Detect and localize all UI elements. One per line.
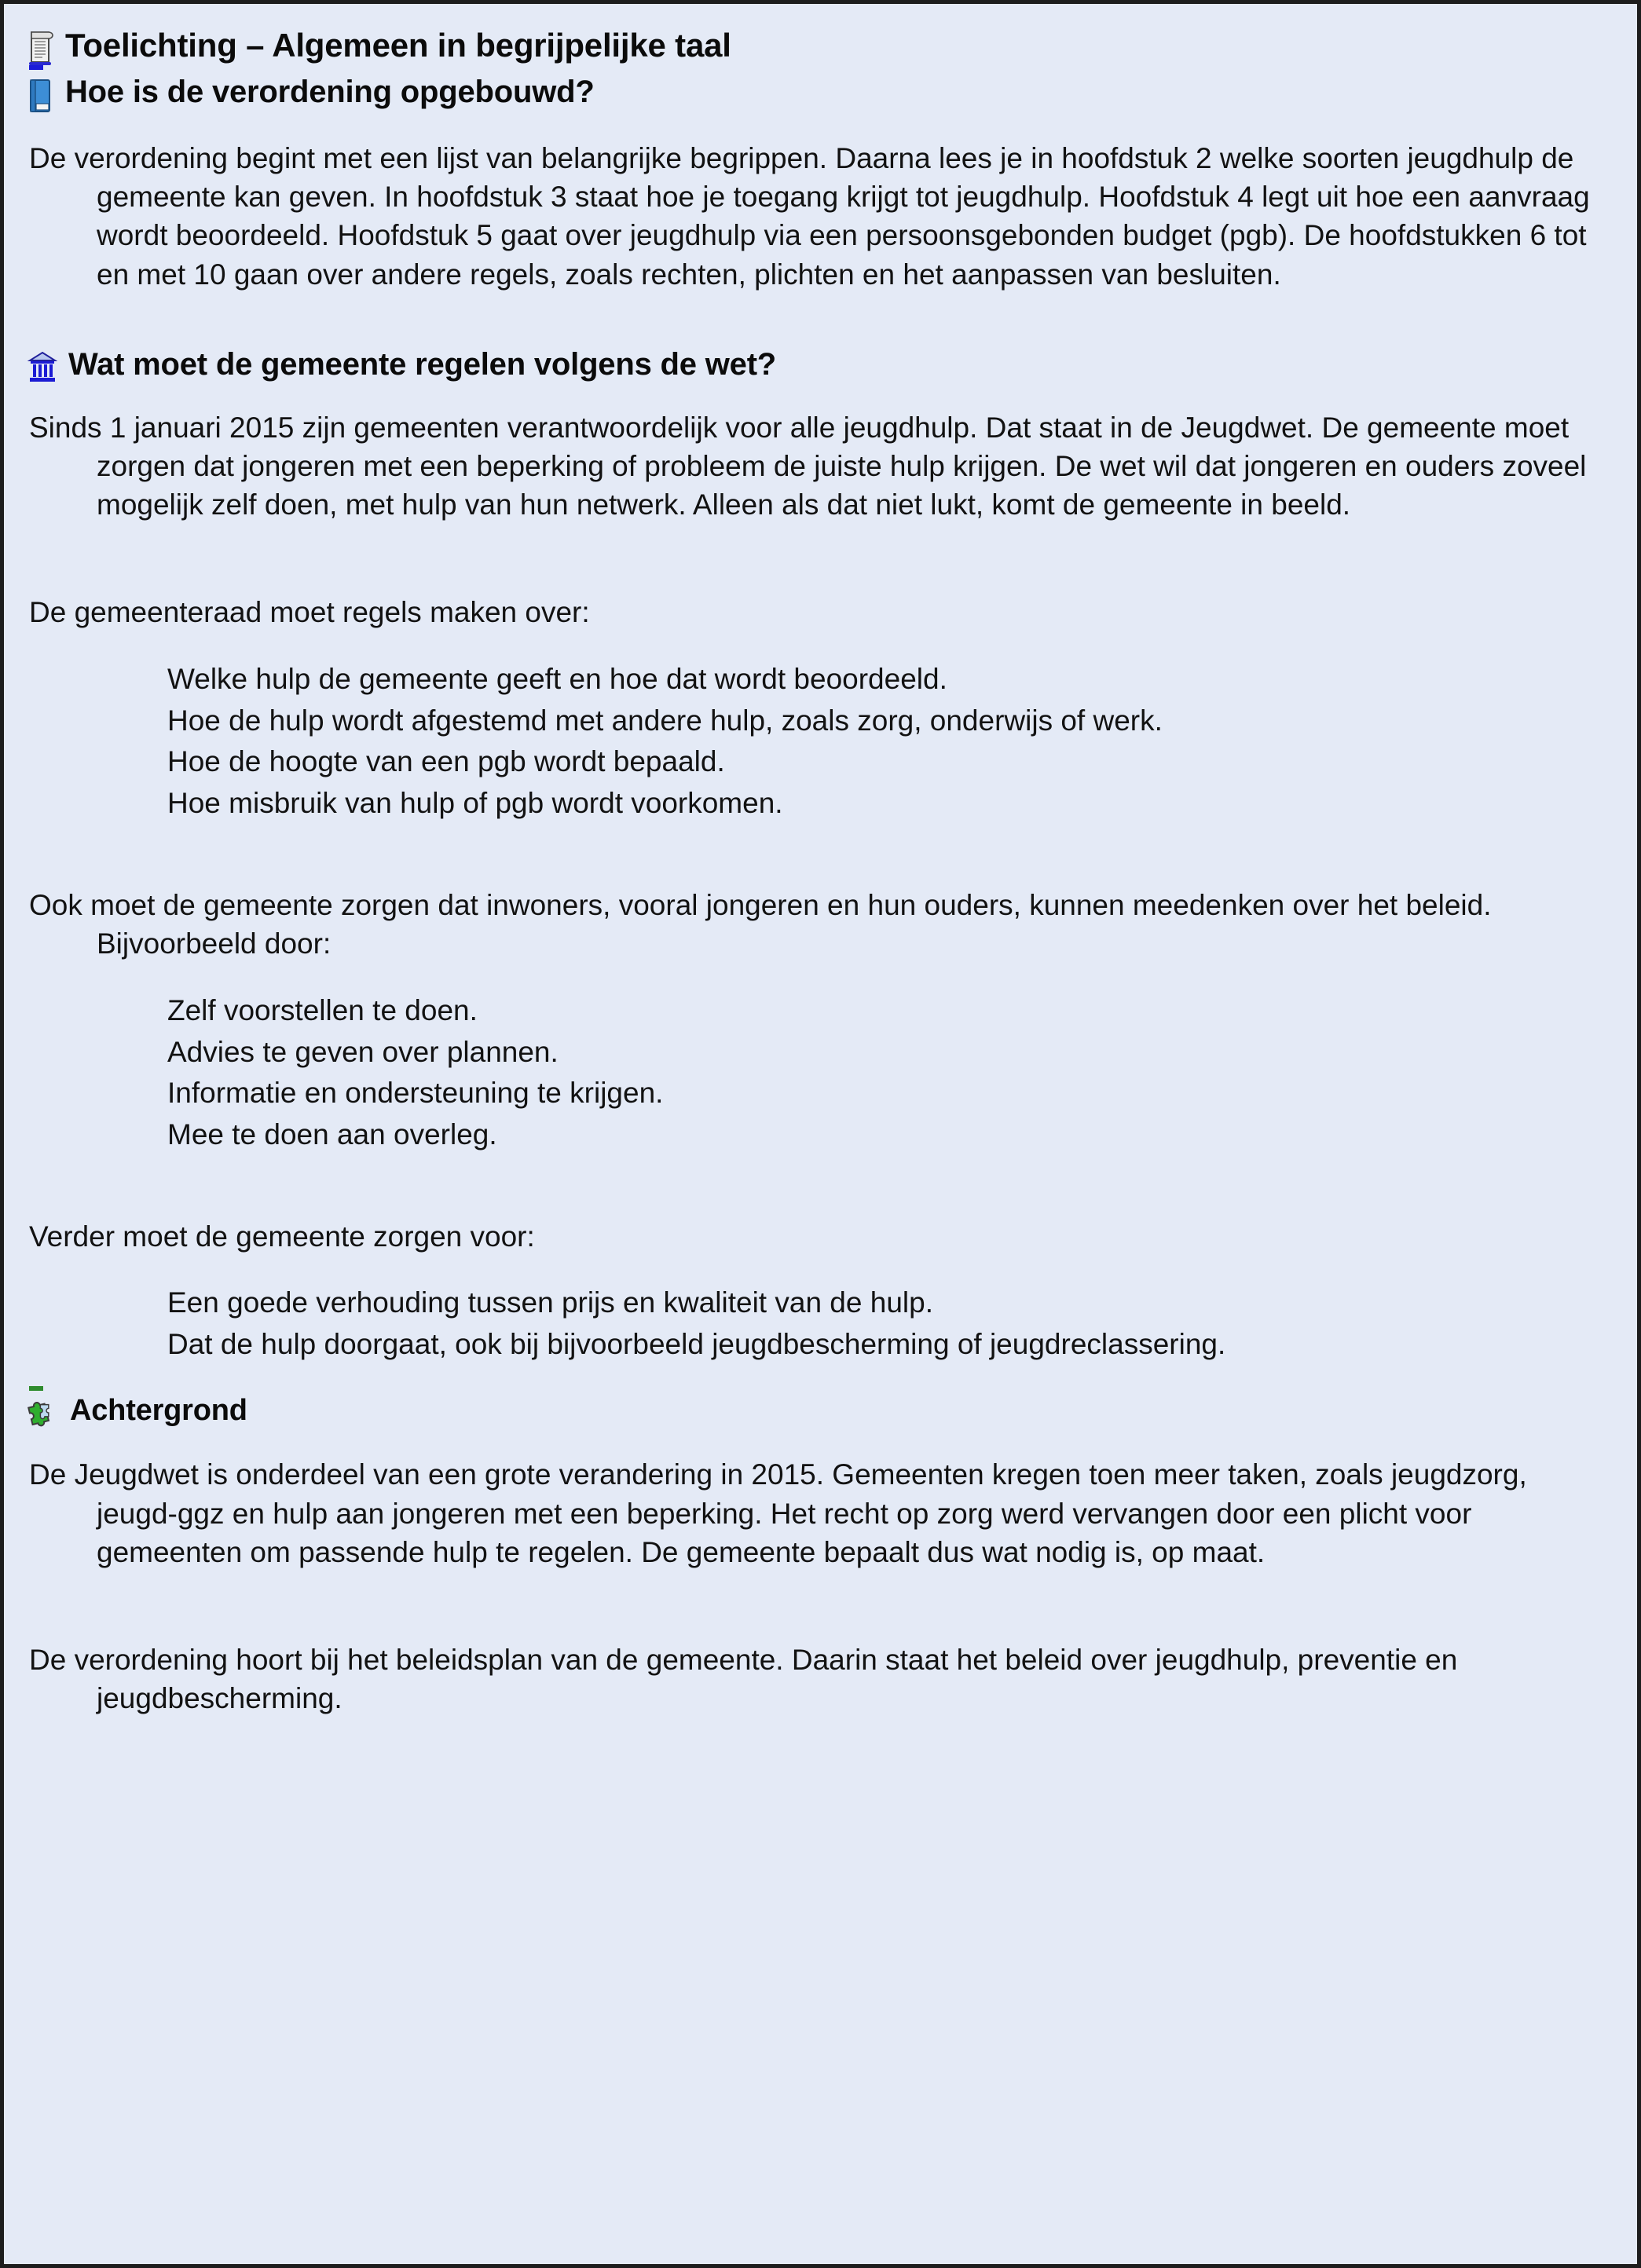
blue-book-icon [27,78,54,114]
lead-raad-regels: De gemeenteraad moet regels maken over: [29,596,590,629]
list-item: Hoe de hulp wordt afgestemd met andere hulp, zoals zorg, onderwijs of werk. [167,704,1163,737]
spacer [21,524,1606,566]
list-item: Hoe misbruik van hulp of pgb wordt voorkomen. [167,787,783,820]
section-heading-wet [27,346,1606,382]
list-raad-regels [167,659,1606,825]
paragraph-achtergrond-1: De Jeugdwet is onderdeel van een grote verandering in 2015. Gemeenten kregen toen meer taken, zoals jeugdzorg, jeugd-ggz en hulp aan jongeren met een beperking. Het recht op zorg werd vervangen door een plicht voor gemeenten om passende hulp te regelen. De gemeente bepaalt dus wat nodig is, op maat. [29,1458,1527,1568]
lead-meedenken: Ook moet de gemeente zorgen dat inwoners, vooral jongeren en hun ouders, kunnen meedenken over het beleid. Bijvoorbeeld door: [29,889,1492,960]
list-item: Een goede verhouding tussen prijs en kwaliteit van de hulp. [167,1286,933,1319]
classical-building-icon [27,350,57,383]
section-heading-text: Achtergrond [70,1394,247,1428]
list-item: Mee te doen aan overleg. [167,1118,497,1151]
page-title-text: Toelichting – Algemeen in begrijpelijke taal [65,27,731,64]
list-zorgen-voor [167,1282,1606,1366]
puzzle-piece-icon [27,1397,59,1430]
spacer [21,1366,1606,1386]
paragraph-wet-1: Sinds 1 januari 2015 zijn gemeenten verantwoordelijk voor alle jeugdhulp. Dat staat in de Jeugdwet. De gemeente moet zorgen dat jongeren met een beperking of probleem de juiste hulp krijgen. De wet wil dat jongeren en ouders zoveel mogelijk zelf doen, met hulp van hun netwerk. Alleen als dat niet lukt, komt de gemeente in beeld. [29,411,1587,521]
list-item: Welke hulp de gemeente geeft en hoe dat wordt beoordeeld. [167,662,947,695]
section-heading-text: Hoe is de verordening opgebouwd? [65,75,595,109]
paragraph-opbouw-1: De verordening begint met een lijst van belangrijke begrippen. Daarna lees je in hoofdstuk 2 welke soorten jeugdhulp de gemeente kan geven. In hoofdstuk 3 staat hoe je toegang krijgt tot jeugdhulp. Hoofdstuk 4 legt uit hoe een aanvraag wordt beoordeeld. Hoofdstuk 5 gaat over jeugdhulp via een persoonsgebonden budget (pgb). De hoofdstukken 6 tot en met 10 gaan over andere regels, zoals rechten, plichten en het aanpassen van besluiten. [29,142,1590,291]
section-heading-achtergrond [27,1396,1606,1428]
section-heading-opbouw [27,76,1606,112]
section-divider-dash [29,1386,43,1391]
list-item: Dat de hulp doorgaat, ook bij bijvoorbeeld jeugdbescherming of jeugdreclassering. [167,1328,1226,1361]
scroll-icon [27,31,54,67]
paragraph-achtergrond-2: De verordening hoort bij het beleidsplan van de gemeente. Daarin staat het beleid over jeugdhulp, preventie en jeugdbescherming. [29,1643,1458,1715]
list-item: Informatie en ondersteuning te krijgen. [167,1077,664,1110]
page-title [27,29,1606,65]
list-item: Hoe de hoogte van een pgb wordt bepaald. [167,745,725,778]
lead-zorgen-voor: Verder moet de gemeente zorgen voor: [29,1220,535,1253]
list-meedenken [167,990,1606,1157]
list-item: Zelf voorstellen te doen. [167,993,478,1026]
spacer [21,1571,1606,1614]
section-heading-text: Wat moet de gemeente regelen volgens de wet? [68,346,777,382]
list-item: Advies te geven over plannen. [167,1035,559,1068]
